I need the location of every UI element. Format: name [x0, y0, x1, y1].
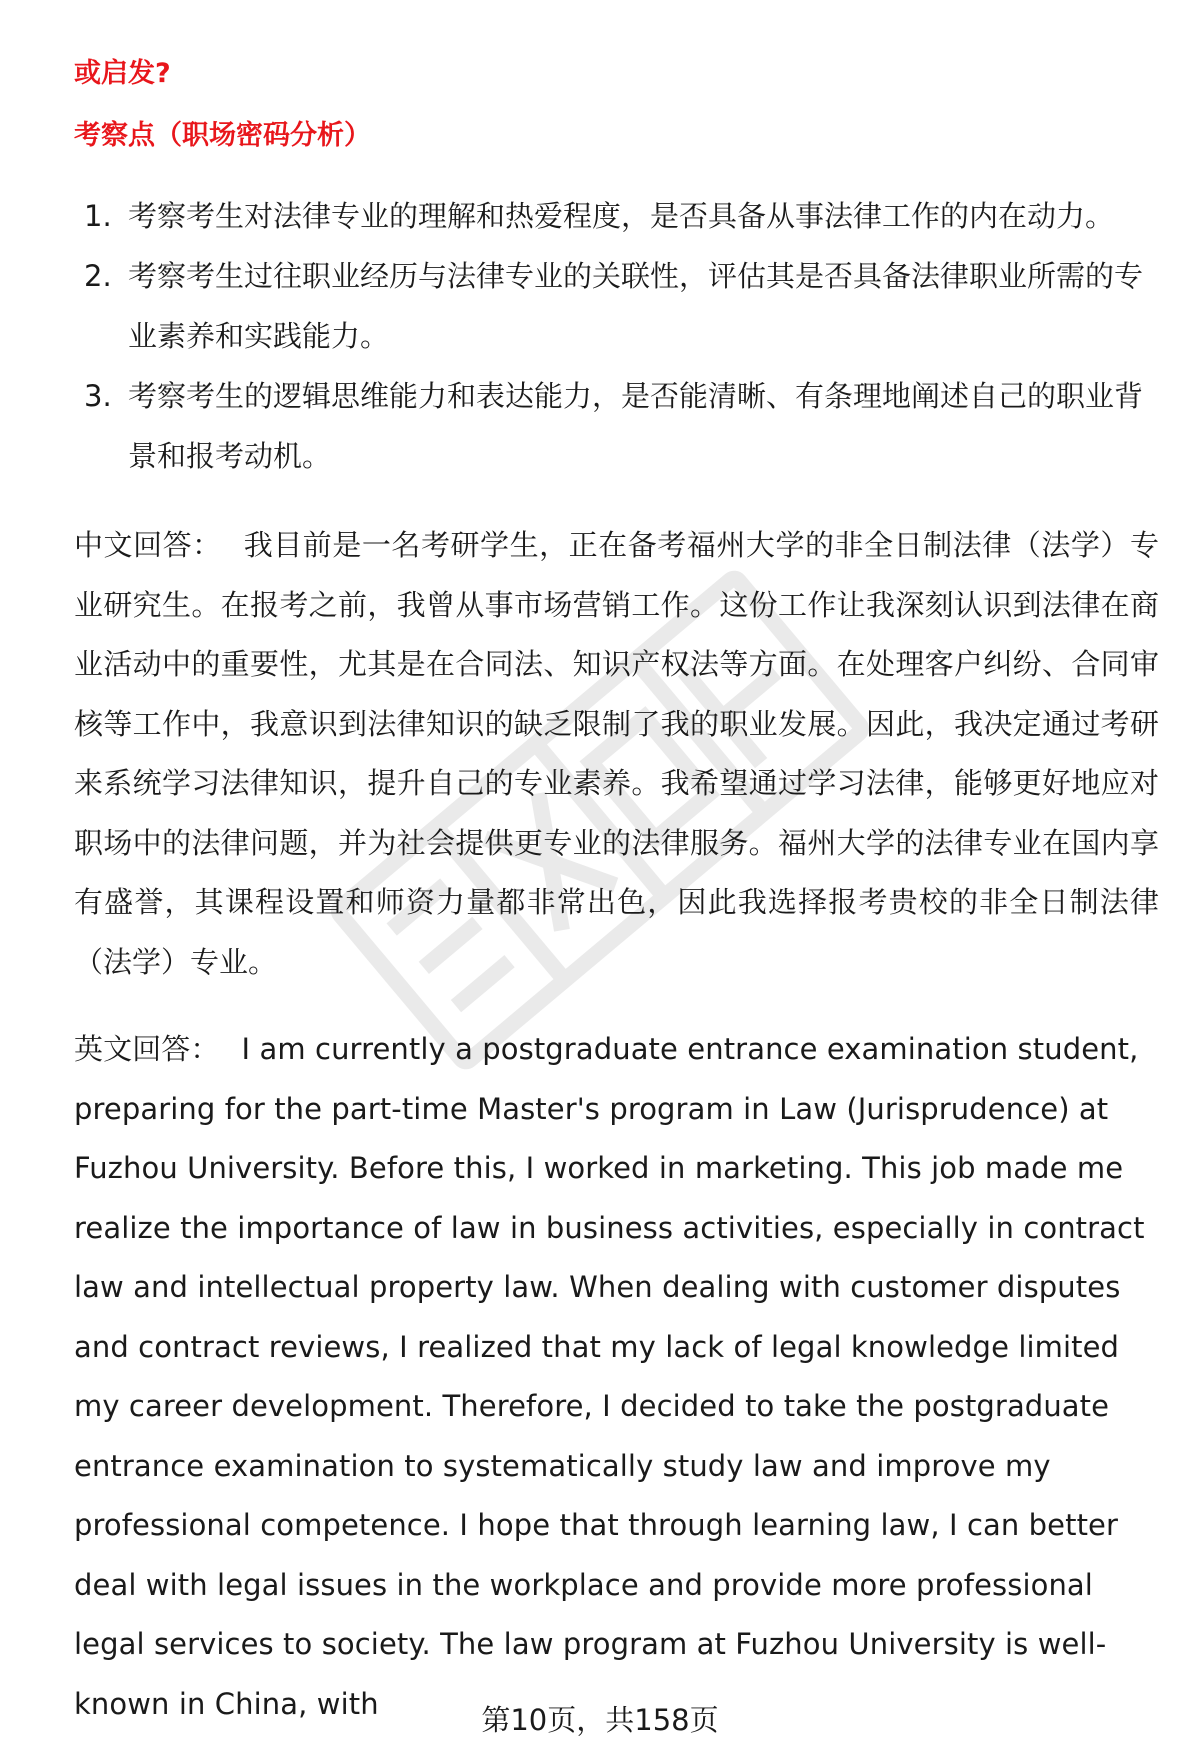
english-answer-label: 英文回答： [74, 1032, 220, 1066]
chinese-answer-label: 中文回答： [74, 528, 222, 562]
english-answer-text: I am currently a postgraduate entrance examination student, preparing for the part-time Master's program in Law (Jurisprudence) at Fuzhou University. Before this, I worked in marketing. This job made me realize the importance of law in business activities, especially in contract law and intellectual property law. When dealing with customer disputes and contract reviews, I realized that my lack of legal knowledge limited my career development. Therefore, I decided to take the postgraduate entrance examination to systematically study law and improve my professional competence. I hope that through learning law, I can better deal with legal issues in the workplace and provide more professional legal services to society. The law program at Fuzhou University is well-known in China, with [74, 1032, 1145, 1721]
list-item [74, 246, 1159, 366]
page-indicator: 第10页，共158页 [481, 1703, 719, 1737]
list-item-text: 考察考生对法律专业的理解和热爱程度，是否具备从事法律工作的内在动力。 [128, 199, 1115, 233]
list-number: 3. [84, 379, 112, 413]
continuation-heading: 或启发? [74, 58, 171, 89]
chinese-answer [74, 516, 1159, 992]
list-number: 2. [84, 259, 112, 293]
list-item-text: 考察考生过往职业经历与法律专业的关联性，评估其是否具备法律职业所需的专业素养和实践能力。 [128, 259, 1144, 353]
english-answer [74, 1020, 1159, 1734]
list-number: 1. [84, 199, 112, 233]
list-item [74, 186, 1159, 246]
list-item [74, 366, 1159, 486]
chinese-answer-text: 我目前是一名考研学生，正在备考福州大学的非全日制法律（法学）专业研究生。在报考之前，我曾从事市场营销工作。这份工作让我深刻认识到法律在商业活动中的重要性，尤其是在合同法、知识产权法等方面。在处理客户纠纷、合同审核等工作中，我意识到法律知识的缺乏限制了我的职业发展。因此，我决定通过考研来系统学习法律知识，提升自己的专业素养。我希望通过学习法律，能够更好地应对职场中的法律问题，并为社会提供更专业的法律服务。福州大学的法律专业在国内享有盛誉，其课程设置和师资力量都非常出色，因此我选择报考贵校的非全日制法律（法学）专业。 [74, 528, 1159, 979]
points-heading: 考察点（职场密码分析） [74, 120, 371, 151]
page-footer [0, 1700, 1200, 1740]
list-item-text: 考察考生的逻辑思维能力和表达能力，是否能清晰、有条理地阐述自己的职业背景和报考动机。 [128, 379, 1144, 473]
page-content [74, 54, 1159, 1762]
assessment-points-list [74, 186, 1159, 486]
